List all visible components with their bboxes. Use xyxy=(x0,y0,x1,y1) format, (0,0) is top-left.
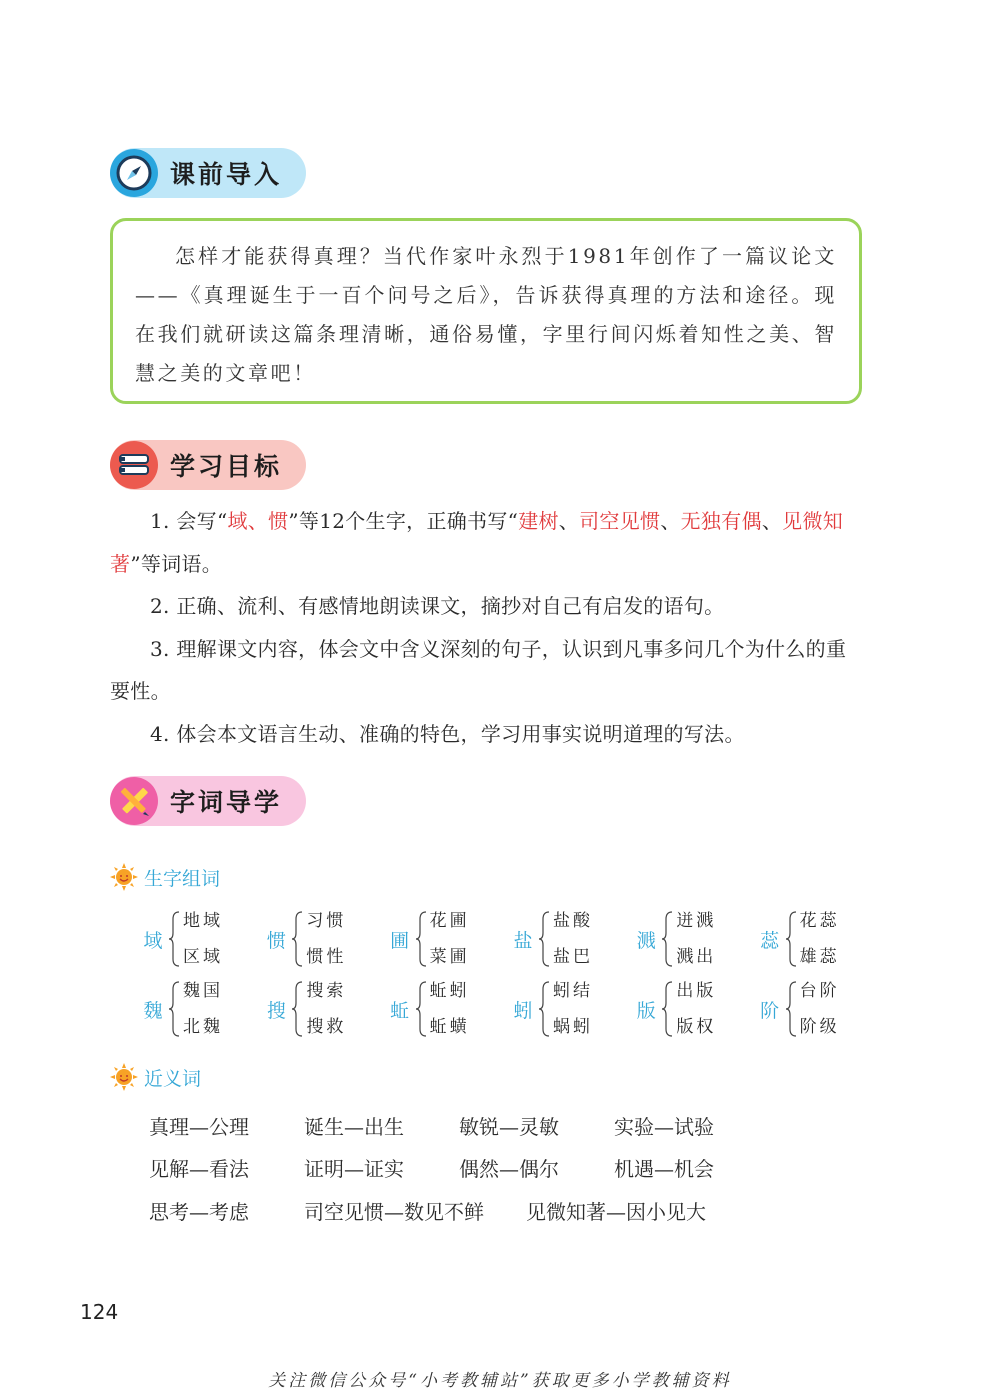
brace-icon xyxy=(538,981,550,1037)
char-row xyxy=(140,904,880,974)
synonym-pair: 真理—公理 xyxy=(149,1114,249,1139)
books-icon xyxy=(110,441,158,489)
synonym-pair: 实验—试验 xyxy=(614,1114,714,1139)
sun-icon xyxy=(110,1063,138,1091)
char-group: 溅 迸溅 溅出 xyxy=(636,911,717,967)
subhead-new-characters xyxy=(110,862,220,892)
char-group: 蚯 蚯蚓 蚯蟥 xyxy=(390,981,470,1037)
char-group: 域 地域 区域 xyxy=(143,911,223,967)
synonym-pair: 敏锐—灵敏 xyxy=(459,1114,559,1139)
char-group: 盐 盐酸 盐巴 xyxy=(513,911,593,967)
section-title: 字词导学 xyxy=(170,788,283,817)
synonym-pair: 机遇—机会 xyxy=(614,1157,714,1182)
section-title: 课前导入 xyxy=(170,160,283,189)
subhead-label: 近义词 xyxy=(144,1067,202,1090)
synonym-pair: 司空见惯—数见不鲜 xyxy=(304,1199,484,1224)
synonym-row xyxy=(149,1189,769,1232)
compass-icon xyxy=(110,149,158,197)
char-group: 版 出版 版权 xyxy=(636,981,717,1037)
brace-icon xyxy=(415,981,427,1037)
brace-icon xyxy=(291,981,303,1037)
brace-icon xyxy=(168,981,180,1037)
brace-icon xyxy=(661,911,673,967)
learning-goals xyxy=(110,500,866,755)
synonym-pair: 见解—看法 xyxy=(149,1157,249,1182)
goal-2: 2. 正确、流利、有感情地朗读课文，摘抄对自己有启发的语句。 xyxy=(150,594,725,618)
goal-3: 3. 理解课文内容，体会文中含义深刻的句子，认识到凡事多问几个为什么的重要性。 xyxy=(110,636,847,703)
synonym-pair: 诞生—出生 xyxy=(304,1114,404,1139)
synonym-pair: 证明—证实 xyxy=(304,1157,404,1182)
synonym-row xyxy=(149,1104,769,1147)
page-number: 124 xyxy=(80,1300,119,1324)
char-group: 阶 台阶 阶级 xyxy=(760,981,840,1037)
footer-note: 关注微信公众号“小考教辅站”获取更多小学教辅资料 xyxy=(268,1371,732,1391)
char-row xyxy=(140,974,880,1044)
char-group: 搜 搜索 搜救 xyxy=(266,981,347,1037)
brace-icon xyxy=(415,911,427,967)
brace-icon xyxy=(785,981,797,1037)
brace-icon xyxy=(538,911,550,967)
section-header-goals xyxy=(110,440,306,490)
brace-icon xyxy=(785,911,797,967)
subhead-synonyms xyxy=(110,1062,201,1092)
sun-icon xyxy=(110,863,138,891)
synonym-pair: 偶然—偶尔 xyxy=(459,1157,559,1182)
goal-1: 1. 会写“域、惯”等12个生字，正确书写“建树、司空见惯、无独有偶、见微知著”等词语。 xyxy=(110,509,844,576)
synonym-row xyxy=(149,1147,769,1190)
char-group: 蕊 花蕊 雄蕊 xyxy=(760,911,840,967)
synonym-pair: 思考—考虑 xyxy=(149,1199,249,1224)
subhead-label: 生字组词 xyxy=(144,867,221,890)
intro-box xyxy=(110,218,862,404)
intro-text: 怎样才能获得真理？当代作家叶永烈于1981年创作了一篇议论文——《真理诞生于一百个问号之后》，告诉获得真理的方法和途径。现在我们就研读这篇条理清晰，通俗易懂，字里行间闪烁着知性之美、智慧之美的文章吧！ xyxy=(135,244,837,385)
section-header-vocab xyxy=(110,776,306,826)
synonym-table xyxy=(149,1104,769,1232)
pencil-ruler-icon xyxy=(110,777,158,825)
character-grid xyxy=(140,904,880,1044)
char-group: 蚓 蚓结 蜗蚓 xyxy=(513,981,593,1037)
brace-icon xyxy=(661,981,673,1037)
synonym-pair: 见微知著—因小见大 xyxy=(526,1199,706,1224)
section-title: 学习目标 xyxy=(170,452,283,481)
brace-icon xyxy=(168,911,180,967)
goal-4: 4. 体会本文语言生动、准确的特色，学习用事实说明道理的写法。 xyxy=(150,721,745,746)
char-group: 魏 魏国 北魏 xyxy=(143,981,223,1037)
brace-icon xyxy=(291,911,303,967)
char-group: 惯 习惯 惯性 xyxy=(266,911,347,967)
char-group: 圃 花圃 菜圃 xyxy=(390,911,470,967)
section-header-intro xyxy=(110,148,306,198)
